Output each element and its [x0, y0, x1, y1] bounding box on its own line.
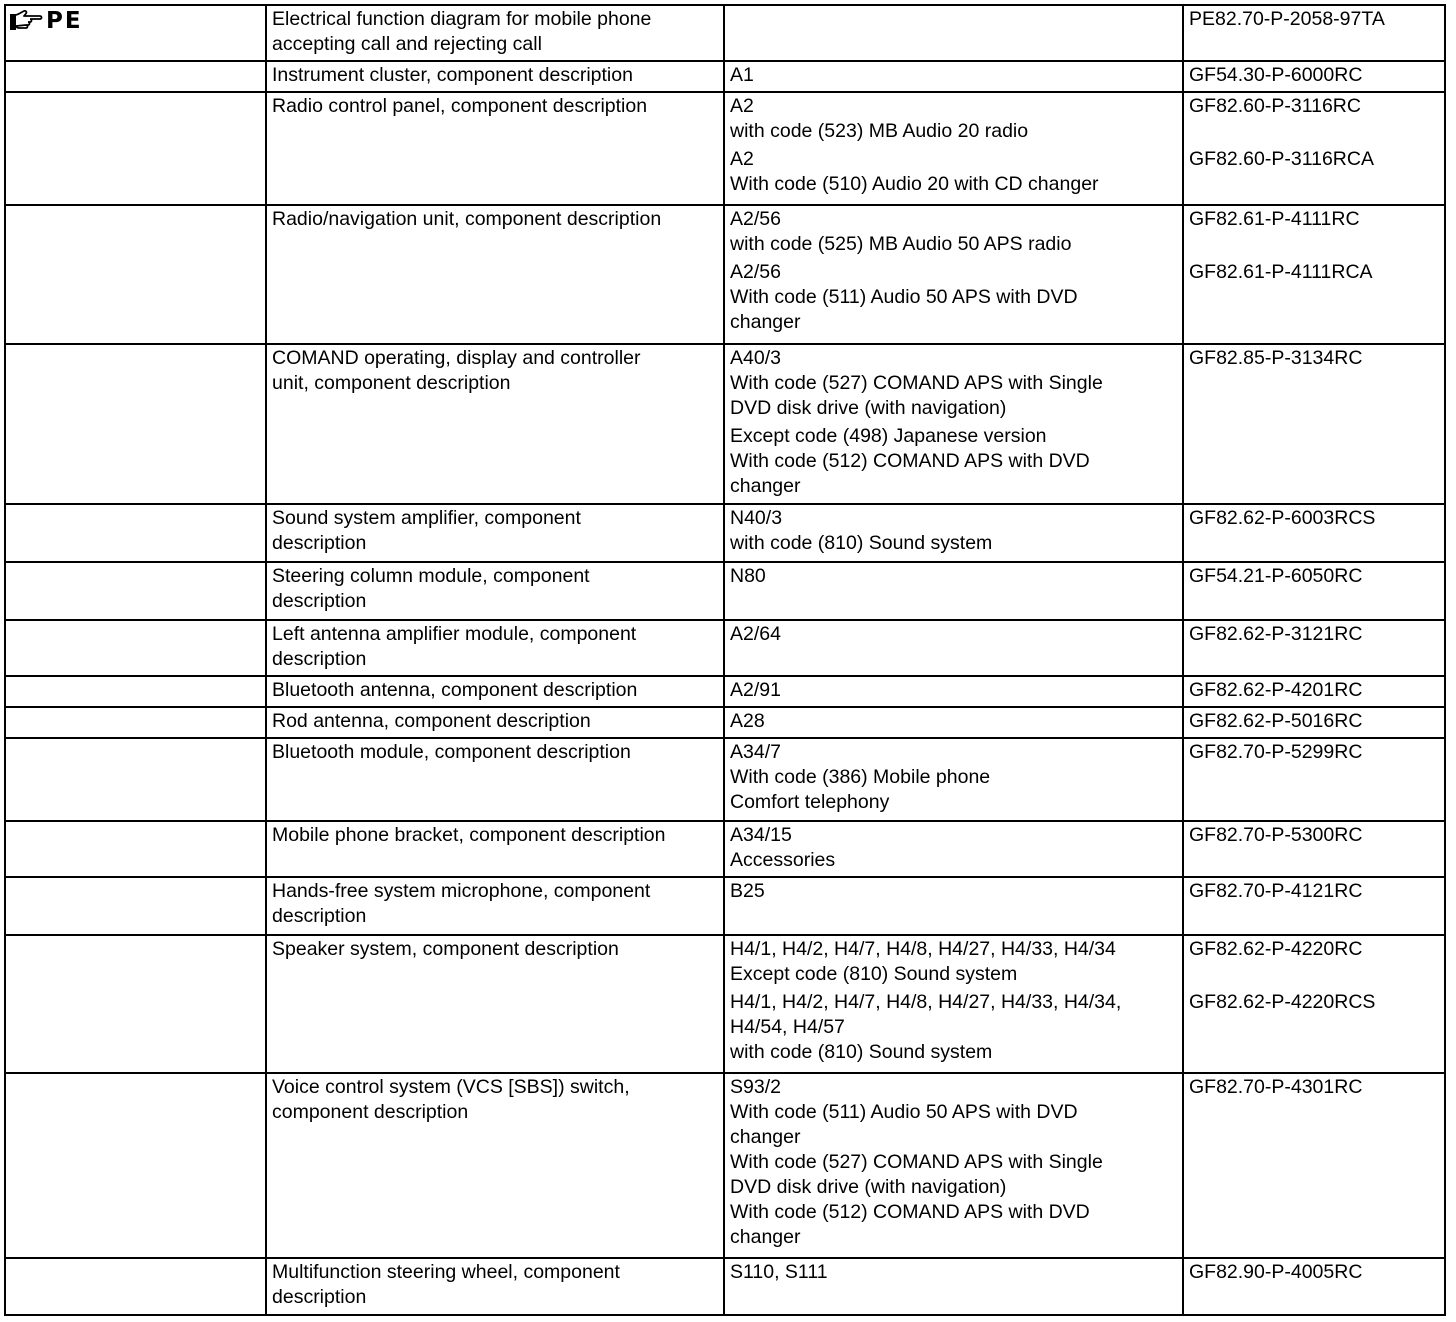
document-reference-table — [4, 4, 1446, 1316]
component-cell — [724, 344, 1183, 504]
document-reference-link[interactable]: GF82.60-P-3116RC — [1189, 95, 1361, 117]
component-line: changer — [730, 475, 801, 497]
reference-cell — [1183, 676, 1445, 707]
reference-cell — [1183, 1258, 1445, 1315]
component-line: with code (810) Sound system — [730, 532, 993, 554]
description-line: Bluetooth antenna, component description — [272, 679, 638, 701]
pe-label: PE — [46, 8, 83, 34]
description-line: description — [272, 590, 367, 612]
table-row — [5, 61, 1445, 92]
component-line: With code (527) COMAND APS with Single — [730, 372, 1103, 394]
component-line: with code (523) MB Audio 20 radio — [730, 120, 1029, 142]
description-cell — [266, 562, 724, 620]
marker-cell — [5, 1258, 266, 1315]
component-line: Except code (810) Sound system — [730, 963, 1018, 985]
component-line: A28 — [730, 710, 765, 732]
component-cell — [724, 92, 1183, 205]
component-line: with code (525) MB Audio 50 APS radio — [730, 233, 1072, 255]
document-reference-link[interactable]: GF82.62-P-4220RC — [1189, 938, 1363, 960]
table-body — [5, 5, 1445, 1315]
component-cell — [724, 821, 1183, 877]
marker-cell — [5, 877, 266, 935]
reference-cell — [1183, 877, 1445, 935]
component-line: A2 — [730, 95, 754, 117]
component-line: N40/3 — [730, 507, 783, 529]
document-reference-link[interactable]: PE82.70-P-2058-97TA — [1189, 8, 1385, 30]
pointing-hand-icon — [9, 10, 43, 32]
table-row — [5, 738, 1445, 821]
component-line: With code (386) Mobile phone — [730, 766, 991, 788]
document-reference-link[interactable]: GF54.21-P-6050RC — [1189, 565, 1363, 587]
description-cell — [266, 1258, 724, 1315]
component-line: A2/91 — [730, 679, 781, 701]
reference-cell — [1183, 562, 1445, 620]
component-group — [730, 424, 1177, 499]
description-line: unit, component description — [272, 372, 511, 394]
component-cell — [724, 504, 1183, 562]
marker-cell — [5, 620, 266, 676]
component-line: A2/64 — [730, 623, 781, 645]
description-line: accepting call and rejecting call — [272, 33, 542, 55]
document-reference-link[interactable]: GF82.62-P-3121RC — [1189, 623, 1363, 645]
description-line: Voice control system (VCS [SBS]) switch, — [272, 1076, 630, 1098]
reference-cell — [1183, 61, 1445, 92]
component-group — [730, 990, 1177, 1065]
component-group — [730, 622, 1177, 647]
marker-cell — [5, 707, 266, 738]
table-row — [5, 5, 1445, 61]
table-row — [5, 707, 1445, 738]
component-line: Accessories — [730, 849, 836, 871]
pe-document-marker — [9, 8, 83, 34]
description-line: Mobile phone bracket, component description — [272, 824, 666, 846]
description-line: Radio control panel, component description — [272, 95, 648, 117]
component-cell — [724, 877, 1183, 935]
document-reference-link[interactable]: GF82.70-P-5299RC — [1189, 741, 1363, 763]
description-line: Bluetooth module, component description — [272, 741, 631, 763]
table-row — [5, 504, 1445, 562]
component-group — [730, 1260, 1177, 1285]
document-reference-link[interactable]: GF82.70-P-4301RC — [1189, 1076, 1363, 1098]
component-cell — [724, 61, 1183, 92]
component-line: changer — [730, 1226, 801, 1248]
component-line: A2/56 — [730, 261, 781, 283]
marker-cell — [5, 344, 266, 504]
marker-cell — [5, 821, 266, 877]
reference-cell — [1183, 620, 1445, 676]
description-line: description — [272, 648, 367, 670]
component-line: N80 — [730, 565, 766, 587]
reference-cell — [1183, 344, 1445, 504]
description-cell — [266, 877, 724, 935]
table-row — [5, 620, 1445, 676]
document-reference-link[interactable]: GF82.62-P-5016RC — [1189, 710, 1363, 732]
document-reference-link[interactable]: GF82.62-P-4220RCS — [1189, 991, 1376, 1013]
description-line: Left antenna amplifier module, component — [272, 623, 637, 645]
description-cell — [266, 205, 724, 344]
document-reference-link[interactable]: GF82.62-P-6003RCS — [1189, 507, 1376, 529]
description-cell — [266, 5, 724, 61]
component-line: With code (527) COMAND APS with Single — [730, 1151, 1103, 1173]
description-cell — [266, 504, 724, 562]
marker-cell — [5, 676, 266, 707]
table-row — [5, 676, 1445, 707]
component-line: With code (511) Audio 50 APS with DVD — [730, 286, 1078, 308]
component-line: A40/3 — [730, 347, 781, 369]
component-cell — [724, 676, 1183, 707]
document-reference-link[interactable]: GF82.85-P-3134RC — [1189, 347, 1363, 369]
description-cell — [266, 676, 724, 707]
description-line: COMAND operating, display and controller — [272, 347, 641, 369]
component-line: S110, S111 — [730, 1261, 828, 1283]
component-group — [730, 63, 1177, 88]
component-group — [730, 709, 1177, 734]
marker-cell — [5, 562, 266, 620]
component-line: A2 — [730, 148, 754, 170]
component-group — [730, 823, 1177, 873]
table-row — [5, 344, 1445, 504]
component-cell — [724, 5, 1183, 61]
component-cell — [724, 620, 1183, 676]
description-line: Sound system amplifier, component — [272, 507, 581, 529]
description-cell — [266, 935, 724, 1073]
component-group — [730, 678, 1177, 703]
table-row — [5, 92, 1445, 205]
component-group — [730, 506, 1177, 556]
component-line: With code (512) COMAND APS with DVD — [730, 450, 1090, 472]
reference-cell — [1183, 92, 1445, 205]
document-reference-link[interactable]: GF82.62-P-4201RC — [1189, 679, 1363, 701]
reference-cell — [1183, 504, 1445, 562]
component-line: A1 — [730, 64, 754, 86]
component-cell — [724, 205, 1183, 344]
description-line: Steering column module, component — [272, 565, 590, 587]
description-line: Speaker system, component description — [272, 938, 619, 960]
table-row — [5, 205, 1445, 344]
component-cell — [724, 1258, 1183, 1315]
reference-cell — [1183, 707, 1445, 738]
component-group — [730, 564, 1177, 589]
description-line: Instrument cluster, component description — [272, 64, 633, 86]
table-row — [5, 562, 1445, 620]
component-line: B25 — [730, 880, 765, 902]
document-reference-link[interactable]: GF54.30-P-6000RC — [1189, 64, 1363, 86]
reference-cell — [1183, 1073, 1445, 1258]
description-cell — [266, 1073, 724, 1258]
component-group — [730, 207, 1177, 257]
component-line: With code (511) Audio 50 APS with DVD — [730, 1101, 1078, 1123]
component-cell — [724, 707, 1183, 738]
document-reference-link[interactable]: GF82.70-P-5300RC — [1189, 824, 1363, 846]
description-cell — [266, 821, 724, 877]
table-row — [5, 1258, 1445, 1315]
component-group — [730, 937, 1177, 987]
reference-cell — [1183, 5, 1445, 61]
document-reference-link[interactable]: GF82.60-P-3116RCA — [1189, 148, 1374, 170]
component-line: with code (810) Sound system — [730, 1041, 993, 1063]
component-line: H4/1, H4/2, H4/7, H4/8, H4/27, H4/33, H4/34 — [730, 938, 1116, 960]
component-group — [730, 94, 1177, 144]
component-cell — [724, 935, 1183, 1073]
description-cell — [266, 620, 724, 676]
description-line: description — [272, 905, 367, 927]
description-line: Radio/navigation unit, component description — [272, 208, 662, 230]
description-line: Rod antenna, component description — [272, 710, 591, 732]
marker-cell — [5, 738, 266, 821]
document-reference-link[interactable]: GF82.90-P-4005RC — [1189, 1261, 1363, 1283]
document-reference-link[interactable]: GF82.61-P-4111RC — [1189, 208, 1360, 230]
component-line: Except code (498) Japanese version — [730, 425, 1047, 447]
document-reference-link[interactable]: GF82.61-P-4111RCA — [1189, 261, 1373, 283]
reference-cell — [1183, 821, 1445, 877]
component-line: H4/1, H4/2, H4/7, H4/8, H4/27, H4/33, H4/34, — [730, 991, 1122, 1013]
component-group — [730, 147, 1177, 197]
component-cell — [724, 562, 1183, 620]
marker-cell — [5, 205, 266, 344]
table-row — [5, 877, 1445, 935]
component-line: With code (510) Audio 20 with CD changer — [730, 173, 1099, 195]
component-line: A34/7 — [730, 741, 781, 763]
document-reference-link[interactable]: GF82.70-P-4121RC — [1189, 880, 1363, 902]
description-cell — [266, 92, 724, 205]
component-line: With code (512) COMAND APS with DVD — [730, 1201, 1090, 1223]
description-cell — [266, 707, 724, 738]
description-cell — [266, 738, 724, 821]
component-line: Comfort telephony — [730, 791, 890, 813]
component-line: DVD disk drive (with navigation) — [730, 397, 1007, 419]
marker-cell — [5, 1073, 266, 1258]
reference-cell — [1183, 935, 1445, 1073]
description-line: description — [272, 1286, 367, 1308]
component-cell — [724, 738, 1183, 821]
component-cell — [724, 1073, 1183, 1258]
component-line: A34/15 — [730, 824, 792, 846]
description-line: Hands-free system microphone, component — [272, 880, 651, 902]
component-group — [730, 346, 1177, 421]
table-row — [5, 935, 1445, 1073]
description-line: description — [272, 532, 367, 554]
marker-cell — [5, 92, 266, 205]
component-line: changer — [730, 311, 801, 333]
component-group — [730, 879, 1177, 904]
component-line: S93/2 — [730, 1076, 781, 1098]
marker-cell — [5, 935, 266, 1073]
description-line: Multifunction steering wheel, component — [272, 1261, 620, 1283]
reference-cell — [1183, 738, 1445, 821]
component-line: DVD disk drive (with navigation) — [730, 1176, 1007, 1198]
component-line: A2/56 — [730, 208, 781, 230]
component-group — [730, 1075, 1177, 1250]
marker-cell — [5, 61, 266, 92]
table-row — [5, 821, 1445, 877]
marker-cell — [5, 5, 266, 61]
marker-cell — [5, 504, 266, 562]
description-cell — [266, 344, 724, 504]
description-cell — [266, 61, 724, 92]
component-line: H4/54, H4/57 — [730, 1016, 845, 1038]
description-line: component description — [272, 1101, 469, 1123]
reference-cell — [1183, 205, 1445, 344]
table-row — [5, 1073, 1445, 1258]
component-line: changer — [730, 1126, 801, 1148]
component-group — [730, 740, 1177, 815]
description-line: Electrical function diagram for mobile phone — [272, 8, 652, 30]
component-group — [730, 260, 1177, 335]
